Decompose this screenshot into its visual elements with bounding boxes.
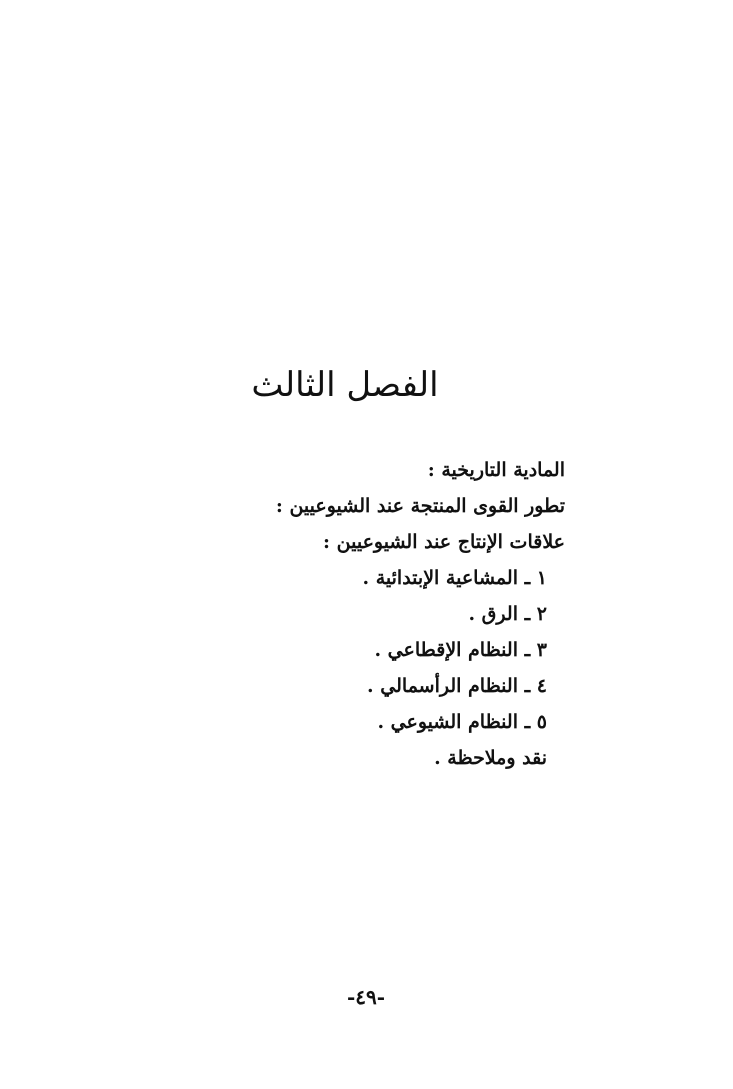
- contents-item-communism: ٥ ـ النظام الشيوعي .: [377, 711, 547, 733]
- page-number: -٤٩-: [346, 985, 386, 1009]
- contents-item-historical-materialism: المادية التاريخية :: [427, 459, 565, 481]
- contents-item-primitive-communism: ١ ـ المشاعية الإبتدائية .: [362, 567, 547, 589]
- contents-item-critique: نقد وملاحظة .: [434, 747, 547, 769]
- contents-item-feudalism: ٣ ـ النظام الإقطاعي .: [374, 639, 547, 661]
- contents-item-production-relations: علاقات الإنتاج عند الشيوعيين :: [323, 531, 565, 553]
- contents-item-productive-forces: تطور القوى المنتجة عند الشيوعيين :: [275, 495, 565, 517]
- contents-item-capitalism: ٤ ـ النظام الرأسمالي .: [367, 675, 547, 697]
- chapter-contents-list: [225, 452, 565, 776]
- contents-item-slavery: ٢ ـ الرق .: [468, 603, 547, 625]
- chapter-title: الفصل الثالث: [251, 365, 439, 405]
